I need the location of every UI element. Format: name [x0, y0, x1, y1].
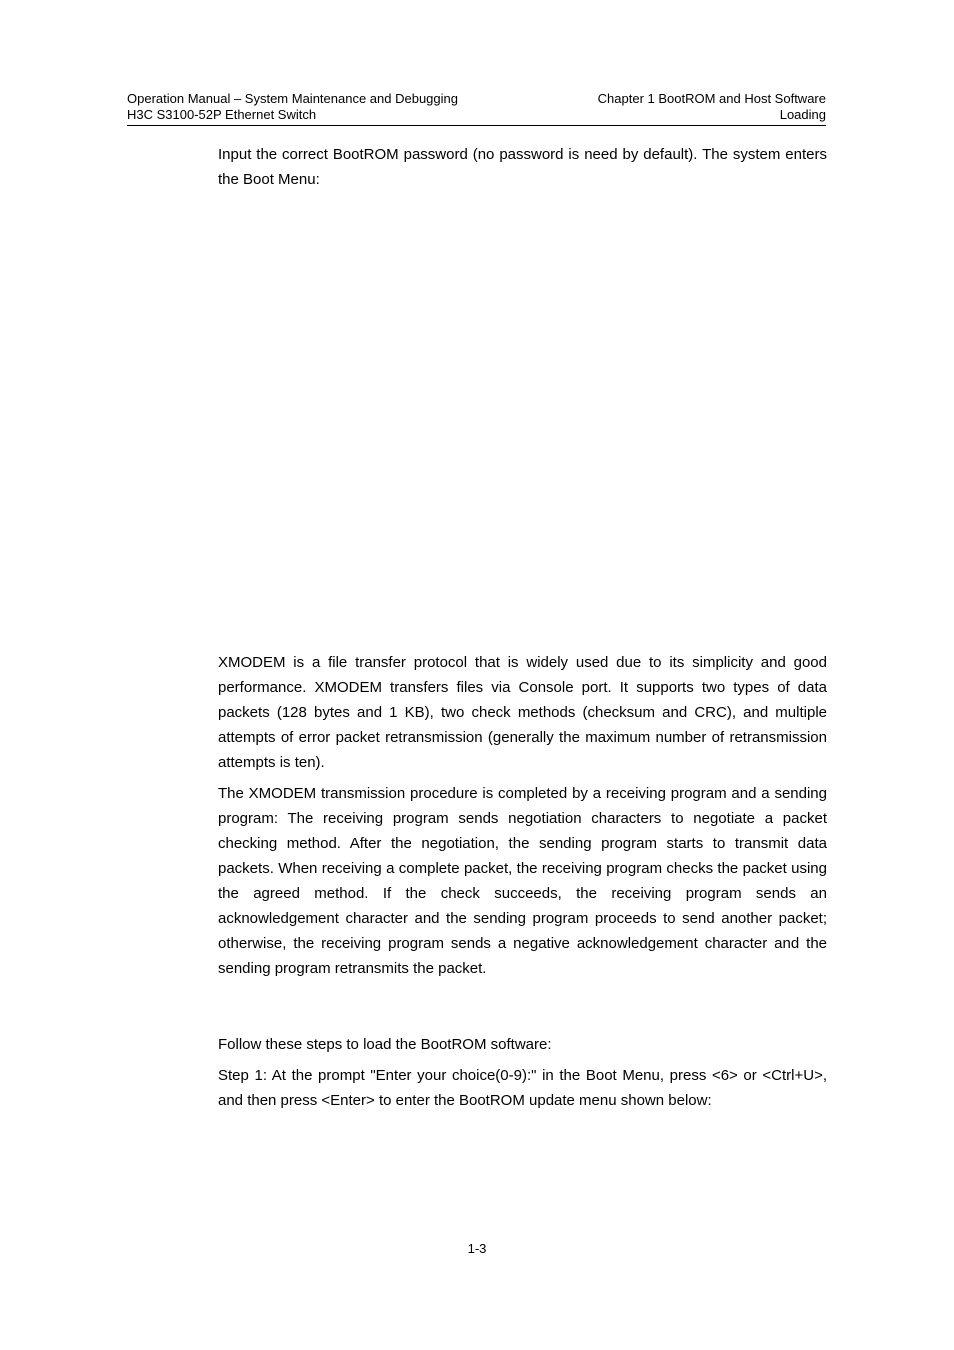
manual-title: Operation Manual – System Maintenance and Debugging — [127, 91, 458, 106]
header-right — [598, 91, 826, 123]
paragraph-xmodem-procedure: The XMODEM transmission procedure is completed by a receiving program and a sending program: The receiving program sends negotiation characters to negotiate a packet checking method. After the negotiation, the sending program starts to transmit data packets. When receiving a complete packet, the receiving program checks the packet using the agreed method. If the check succeeds, the receiving program sends an acknowledgement character and the sending program proceeds to send another packet; otherwise, the receiving program sends a negative acknowledgement character and the sending program retransmits the packet. — [218, 785, 827, 977]
page-number: 1-3 — [467, 1241, 487, 1256]
page-header — [127, 91, 826, 126]
paragraph-step-1: Step 1: At the prompt "Enter your choice(0-9):" in the Boot Menu, press <6> or <Ctrl+U>, and then press <Enter> to enter the BootROM update menu shown below: — [218, 1067, 827, 1109]
paragraph-bootrom-password: Input the correct BootROM password (no password is need by default). The system enters the Boot Menu: — [218, 146, 827, 188]
chapter-title-continued: Loading — [779, 107, 826, 122]
paragraph-xmodem-intro: XMODEM is a file transfer protocol that is widely used due to its simplicity and good performance. XMODEM transfers files via Console port. It supports two types of data packets (128 bytes and 1 KB), two check methods (checksum and CRC), and multiple attempts of error packet retransmission (generally the maximum number of retransmission attempts is ten). — [218, 654, 827, 771]
header-left — [127, 91, 458, 123]
product-name: H3C S3100-52P Ethernet Switch — [127, 107, 317, 122]
chapter-title: Chapter 1 BootROM and Host Software — [597, 91, 826, 106]
paragraph-load-steps-intro: Follow these steps to load the BootROM software: — [218, 1036, 552, 1053]
